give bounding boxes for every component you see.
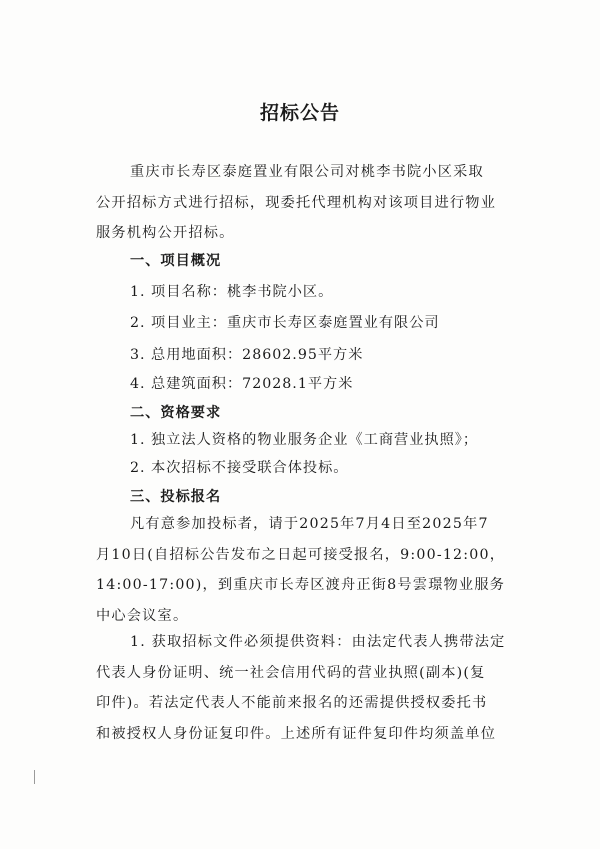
section1-item-owner: 2. 项目业主：重庆市长寿区泰庭置业有限公司 xyxy=(130,315,440,331)
intro-line: 服务机构公开招标。 xyxy=(96,225,235,242)
requirement-line: 印件)。若法定代表人不能前来报名的还需提供授权委托书 xyxy=(96,695,488,712)
intro-line: 重庆市长寿区泰庭置业有限公司对桃李书院小区采取 xyxy=(130,164,484,180)
registration-line: 14:00-17:00)，到重庆市长寿区渡舟正街8号雲璟物业服务 xyxy=(96,577,506,594)
registration-line: 月10日(自招标公告发布之日起可接受报名，9:00-12:00， xyxy=(96,546,506,563)
requirement-line: 代表人身份证明、统一社会信用代码的营业执照(副本)(复 xyxy=(96,664,486,681)
registration-line: 凡有意参加投标者，请于2025年7月4日至2025年7 xyxy=(130,516,489,532)
section2-item-qualification: 1. 独立法人资格的物业服务企业《工商营业执照》； xyxy=(130,432,479,448)
requirement-line: 和被授权人身份证复印件。上述所有证件复印件均须盖单位 xyxy=(96,725,497,742)
registration-line: 中心会议室。 xyxy=(96,607,189,624)
section3-heading: 三、投标报名 xyxy=(130,489,222,505)
intro-line: 公开招标方式进行招标，现委托代理机构对该项目进行物业 xyxy=(96,194,497,211)
intro-paragraph xyxy=(96,157,514,249)
section1-item-name: 1. 项目名称：桃李书院小区。 xyxy=(130,284,334,300)
document-title: 招标公告 xyxy=(259,102,340,124)
section1-item-land-area: 3. 总用地面积：28602.95平方米 xyxy=(130,347,364,363)
section1-item-building-area: 4. 总建筑面积：72028.1平方米 xyxy=(130,376,354,392)
requirement-line: 1. 获取招标文件必须提供资料：由法定代表人携带法定 xyxy=(130,634,506,650)
section1-heading: 一、项目概况 xyxy=(130,253,222,269)
scan-artifact-mark xyxy=(34,770,35,784)
requirements-paragraph xyxy=(96,627,514,749)
registration-paragraph xyxy=(96,509,514,631)
section2-heading: 二、资格要求 xyxy=(130,405,222,421)
section2-item-no-consortium: 2. 本次招标不接受联合体投标。 xyxy=(130,460,349,476)
